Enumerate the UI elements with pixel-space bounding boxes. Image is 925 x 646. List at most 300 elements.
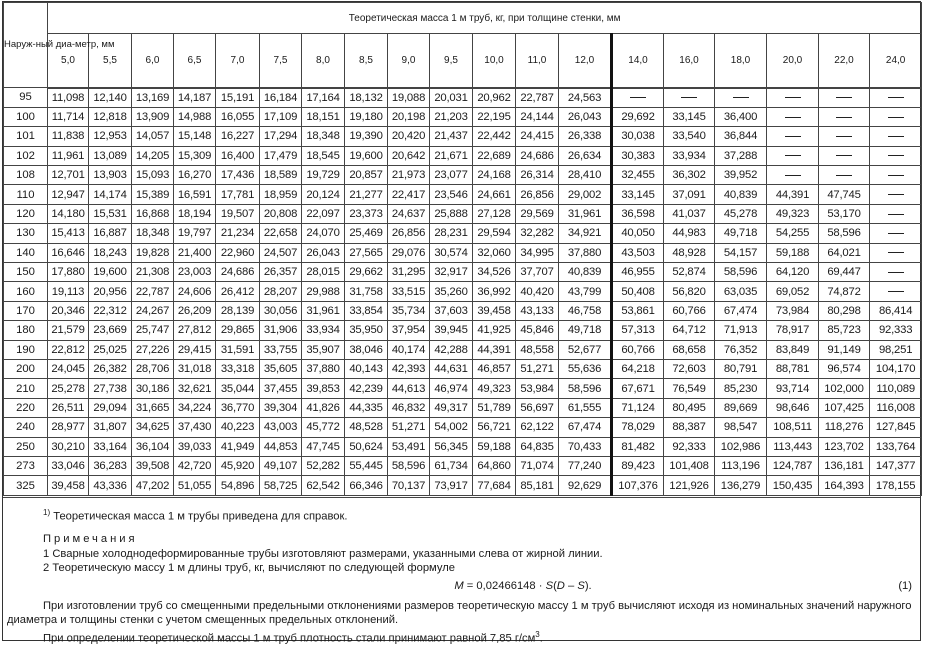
dash-mark bbox=[836, 136, 852, 137]
table-row bbox=[4, 185, 922, 204]
table-row bbox=[4, 224, 922, 243]
mass-value-cell: 20,198 bbox=[388, 107, 430, 126]
mass-value-cell: 26,856 bbox=[516, 185, 559, 204]
mass-value-cell: 24,415 bbox=[516, 127, 559, 146]
mass-value-cell: 12,140 bbox=[89, 88, 132, 108]
mass-value-cell: 16,591 bbox=[174, 185, 216, 204]
note-paragraph-offset-tolerances: При изготовлении труб со смещенными предельными отклонениями размеров теоретическую массу 1 м труб вычисляют исходя из номинальных значений наружного диаметра и толщины стенки с учетом смещенных предельных отклонений. bbox=[7, 599, 912, 627]
mass-value-cell: 71,124 bbox=[612, 398, 664, 417]
mass-value-cell: 28,139 bbox=[216, 301, 260, 320]
mass-value-cell: 62,122 bbox=[516, 418, 559, 437]
mass-value-cell: 39,952 bbox=[715, 166, 767, 185]
density-text-end: . bbox=[539, 632, 543, 645]
mass-value-cell: 53,170 bbox=[819, 204, 870, 223]
not-available-cell bbox=[870, 107, 922, 126]
mass-value-cell: 14,988 bbox=[174, 107, 216, 126]
mass-value-cell: 45,846 bbox=[516, 321, 559, 340]
footnote-mark: 1) bbox=[43, 508, 51, 517]
mass-value-cell: 27,565 bbox=[345, 243, 388, 262]
mass-value-cell: 32,917 bbox=[430, 263, 473, 282]
mass-value-cell: 55,445 bbox=[345, 456, 388, 475]
mass-value-cell: 33,318 bbox=[216, 359, 260, 378]
mass-value-cell: 29,988 bbox=[302, 282, 345, 301]
mass-value-cell: 37,707 bbox=[516, 263, 559, 282]
density-text: При определении теоретической массы 1 м труб плотность стали принимают равной 7,85 г/см bbox=[43, 632, 536, 645]
mass-value-cell: 63,035 bbox=[715, 282, 767, 301]
mass-value-cell: 29,076 bbox=[388, 243, 430, 262]
mass-value-cell: 15,093 bbox=[132, 166, 174, 185]
mass-value-cell: 26,338 bbox=[559, 127, 612, 146]
mass-value-cell: 22,689 bbox=[473, 146, 516, 165]
mass-value-cell: 21,234 bbox=[216, 224, 260, 243]
thickness-header-cell: 12,0 bbox=[559, 34, 612, 88]
mass-value-cell: 31,591 bbox=[216, 340, 260, 359]
mass-value-cell: 13,169 bbox=[132, 88, 174, 108]
mass-value-cell: 23,546 bbox=[430, 185, 473, 204]
thickness-header-cell: 5,5 bbox=[89, 34, 132, 88]
mass-value-cell: 17,880 bbox=[48, 263, 89, 282]
mass-value-cell: 26,511 bbox=[48, 398, 89, 417]
mass-value-cell: 19,729 bbox=[302, 166, 345, 185]
note-1: 1 Сварные холоднодеформированные трубы изготовляют размерами, указанными слева от жирной линии. bbox=[43, 547, 603, 560]
mass-value-cell: 32,282 bbox=[516, 224, 559, 243]
mass-value-cell: 33,934 bbox=[664, 146, 715, 165]
mass-value-cell: 64,712 bbox=[664, 321, 715, 340]
mass-value-cell: 28,207 bbox=[260, 282, 302, 301]
mass-value-cell: 44,613 bbox=[388, 379, 430, 398]
mass-value-cell: 44,391 bbox=[767, 185, 819, 204]
mass-value-cell: 22,417 bbox=[388, 185, 430, 204]
thickness-header-cell: 22,0 bbox=[819, 34, 870, 88]
mass-value-cell: 26,043 bbox=[302, 243, 345, 262]
formula: M = 0,02466148 · S(D – S). bbox=[454, 579, 592, 592]
outer-diameter-cell: 120 bbox=[4, 204, 48, 223]
notes-section bbox=[3, 497, 920, 646]
mass-value-cell: 19,113 bbox=[48, 282, 89, 301]
outer-diameter-cell: 170 bbox=[4, 301, 48, 320]
not-available-cell bbox=[870, 185, 922, 204]
mass-value-cell: 32,455 bbox=[612, 166, 664, 185]
mass-value-cell: 36,770 bbox=[216, 398, 260, 417]
mass-value-cell: 31,906 bbox=[260, 321, 302, 340]
mass-value-cell: 22,195 bbox=[473, 107, 516, 126]
mass-value-cell: 19,600 bbox=[345, 146, 388, 165]
mass-value-cell: 96,574 bbox=[819, 359, 870, 378]
mass-value-cell: 40,143 bbox=[345, 359, 388, 378]
mass-value-cell: 28,231 bbox=[430, 224, 473, 243]
mass-value-cell: 37,091 bbox=[664, 185, 715, 204]
dash-mark bbox=[888, 291, 904, 292]
mass-value-cell: 55,636 bbox=[559, 359, 612, 378]
mass-value-cell: 73,984 bbox=[767, 301, 819, 320]
mass-value-cell: 24,070 bbox=[302, 224, 345, 243]
mass-value-cell: 21,277 bbox=[345, 185, 388, 204]
mass-value-cell: 39,304 bbox=[260, 398, 302, 417]
thickness-header-cell: 6,0 bbox=[132, 34, 174, 88]
mass-value-cell: 61,555 bbox=[559, 398, 612, 417]
mass-value-cell: 46,974 bbox=[430, 379, 473, 398]
mass-value-cell: 47,745 bbox=[302, 437, 345, 456]
mass-value-cell: 73,917 bbox=[430, 476, 473, 495]
mass-value-cell: 36,992 bbox=[473, 282, 516, 301]
mass-value-cell: 21,671 bbox=[430, 146, 473, 165]
mass-value-cell: 27,812 bbox=[174, 321, 216, 340]
mass-value-cell: 64,120 bbox=[767, 263, 819, 282]
dash-mark bbox=[888, 233, 904, 234]
mass-value-cell: 42,393 bbox=[388, 359, 430, 378]
mass-value-cell: 14,057 bbox=[132, 127, 174, 146]
mass-value-cell: 36,844 bbox=[715, 127, 767, 146]
mass-value-cell: 70,137 bbox=[388, 476, 430, 495]
outer-diameter-cell: 180 bbox=[4, 321, 48, 340]
mass-value-cell: 45,772 bbox=[302, 418, 345, 437]
mass-value-cell: 47,202 bbox=[132, 476, 174, 495]
mass-value-cell: 29,865 bbox=[216, 321, 260, 340]
mass-value-cell: 46,857 bbox=[473, 359, 516, 378]
mass-value-cell: 80,495 bbox=[664, 398, 715, 417]
not-available-cell bbox=[664, 88, 715, 108]
mass-value-cell: 22,787 bbox=[516, 88, 559, 108]
mass-value-cell: 36,302 bbox=[664, 166, 715, 185]
table-row bbox=[4, 476, 922, 495]
mass-value-cell: 31,961 bbox=[302, 301, 345, 320]
mass-value-cell: 52,282 bbox=[302, 456, 345, 475]
mass-value-cell: 102,000 bbox=[819, 379, 870, 398]
not-available-cell bbox=[870, 224, 922, 243]
outer-diameter-cell: 220 bbox=[4, 398, 48, 417]
table-row bbox=[4, 127, 922, 146]
mass-value-cell: 26,209 bbox=[174, 301, 216, 320]
mass-value-cell: 35,734 bbox=[388, 301, 430, 320]
mass-value-cell: 40,839 bbox=[559, 263, 612, 282]
mass-value-cell: 22,658 bbox=[260, 224, 302, 243]
outer-diameter-cell: 140 bbox=[4, 243, 48, 262]
mass-value-cell: 92,333 bbox=[664, 437, 715, 456]
mass-value-cell: 29,594 bbox=[473, 224, 516, 243]
dash-mark bbox=[888, 117, 904, 118]
mass-value-cell: 20,956 bbox=[89, 282, 132, 301]
mass-value-cell: 44,391 bbox=[473, 340, 516, 359]
mass-value-cell: 49,317 bbox=[430, 398, 473, 417]
footnote bbox=[43, 506, 920, 524]
mass-value-cell: 92,333 bbox=[870, 321, 922, 340]
mass-value-cell: 15,148 bbox=[174, 127, 216, 146]
mass-value-cell: 26,357 bbox=[260, 263, 302, 282]
thickness-header-row bbox=[4, 34, 922, 88]
dash-mark bbox=[836, 97, 852, 98]
mass-value-cell: 11,961 bbox=[48, 146, 89, 165]
mass-value-cell: 20,642 bbox=[388, 146, 430, 165]
mass-value-cell: 19,828 bbox=[132, 243, 174, 262]
mass-value-cell: 68,658 bbox=[664, 340, 715, 359]
mass-value-cell: 91,149 bbox=[819, 340, 870, 359]
mass-title-header: Теоретическая масса 1 м труб, кг, при толщине стенки, мм bbox=[48, 3, 922, 34]
mass-value-cell: 133,764 bbox=[870, 437, 922, 456]
mass-value-cell: 26,314 bbox=[516, 166, 559, 185]
mass-value-cell: 46,758 bbox=[559, 301, 612, 320]
mass-value-cell: 28,410 bbox=[559, 166, 612, 185]
mass-value-cell: 60,766 bbox=[664, 301, 715, 320]
mass-value-cell: 98,646 bbox=[767, 398, 819, 417]
mass-value-cell: 34,921 bbox=[559, 224, 612, 243]
note-paragraph-steel-density bbox=[43, 628, 920, 646]
mass-value-cell: 92,629 bbox=[559, 476, 612, 495]
not-available-cell bbox=[819, 146, 870, 165]
mass-value-cell: 113,443 bbox=[767, 437, 819, 456]
mass-value-cell: 19,797 bbox=[174, 224, 216, 243]
dash-mark bbox=[836, 117, 852, 118]
dash-mark bbox=[785, 136, 801, 137]
mass-value-cell: 78,917 bbox=[767, 321, 819, 340]
mass-value-cell: 43,799 bbox=[559, 282, 612, 301]
mass-value-cell: 41,925 bbox=[473, 321, 516, 340]
mass-value-cell: 36,598 bbox=[612, 204, 664, 223]
mass-value-cell: 70,433 bbox=[559, 437, 612, 456]
mass-value-cell: 26,856 bbox=[388, 224, 430, 243]
mass-value-cell: 24,045 bbox=[48, 359, 89, 378]
mass-value-cell: 27,738 bbox=[89, 379, 132, 398]
not-available-cell bbox=[819, 107, 870, 126]
mass-value-cell: 18,132 bbox=[345, 88, 388, 108]
mass-value-cell: 33,046 bbox=[48, 456, 89, 475]
mass-value-cell: 31,961 bbox=[559, 204, 612, 223]
mass-value-cell: 30,574 bbox=[430, 243, 473, 262]
mass-value-cell: 24,686 bbox=[216, 263, 260, 282]
mass-value-cell: 76,352 bbox=[715, 340, 767, 359]
thickness-header-cell: 9,0 bbox=[388, 34, 430, 88]
mass-value-cell: 118,276 bbox=[819, 418, 870, 437]
mass-value-cell: 34,526 bbox=[473, 263, 516, 282]
mass-value-cell: 147,377 bbox=[870, 456, 922, 475]
mass-value-cell: 50,624 bbox=[345, 437, 388, 456]
outer-diameter-cell: 325 bbox=[4, 476, 48, 495]
mass-value-cell: 46,955 bbox=[612, 263, 664, 282]
mass-value-cell: 64,021 bbox=[819, 243, 870, 262]
mass-value-cell: 40,420 bbox=[516, 282, 559, 301]
mass-value-cell: 25,888 bbox=[430, 204, 473, 223]
mass-value-cell: 47,745 bbox=[819, 185, 870, 204]
mass-value-cell: 20,808 bbox=[260, 204, 302, 223]
mass-value-cell: 40,050 bbox=[612, 224, 664, 243]
table-row bbox=[4, 88, 922, 108]
mass-value-cell: 43,503 bbox=[612, 243, 664, 262]
mass-value-cell: 88,781 bbox=[767, 359, 819, 378]
mass-value-cell: 18,194 bbox=[174, 204, 216, 223]
mass-value-cell: 48,928 bbox=[664, 243, 715, 262]
mass-value-cell: 15,191 bbox=[216, 88, 260, 108]
outer-diameter-cell: 200 bbox=[4, 359, 48, 378]
mass-value-cell: 164,393 bbox=[819, 476, 870, 495]
mass-value-cell: 127,845 bbox=[870, 418, 922, 437]
mass-value-cell: 21,579 bbox=[48, 321, 89, 340]
mass-value-cell: 35,907 bbox=[302, 340, 345, 359]
table-row bbox=[4, 379, 922, 398]
document-page bbox=[2, 1, 921, 645]
outer-diameter-cell: 150 bbox=[4, 263, 48, 282]
mass-value-cell: 41,826 bbox=[302, 398, 345, 417]
mass-value-cell: 31,758 bbox=[345, 282, 388, 301]
mass-value-cell: 40,839 bbox=[715, 185, 767, 204]
table-row bbox=[4, 301, 922, 320]
mass-value-cell: 49,718 bbox=[559, 321, 612, 340]
note-2: 2 Теоретическую массу 1 м длины труб, кг, вычисляют по следующей формуле bbox=[43, 562, 455, 575]
outer-diameter-cell: 210 bbox=[4, 379, 48, 398]
thickness-header-cell: 7,5 bbox=[260, 34, 302, 88]
not-available-cell bbox=[767, 107, 819, 126]
mass-value-cell: 80,791 bbox=[715, 359, 767, 378]
mass-value-cell: 39,458 bbox=[48, 476, 89, 495]
mass-value-cell: 35,950 bbox=[345, 321, 388, 340]
mass-value-cell: 15,309 bbox=[174, 146, 216, 165]
mass-value-cell: 29,662 bbox=[345, 263, 388, 282]
thickness-header-cell: 14,0 bbox=[612, 34, 664, 88]
mass-value-cell: 22,097 bbox=[302, 204, 345, 223]
mass-value-cell: 40,174 bbox=[388, 340, 430, 359]
mass-value-cell: 11,714 bbox=[48, 107, 89, 126]
outer-diameter-cell: 273 bbox=[4, 456, 48, 475]
mass-value-cell: 20,124 bbox=[302, 185, 345, 204]
mass-value-cell: 29,094 bbox=[89, 398, 132, 417]
mass-value-cell: 57,313 bbox=[612, 321, 664, 340]
mass-value-cell: 53,491 bbox=[388, 437, 430, 456]
mass-value-cell: 24,507 bbox=[260, 243, 302, 262]
mass-value-cell: 77,240 bbox=[559, 456, 612, 475]
mass-value-cell: 26,382 bbox=[89, 359, 132, 378]
mass-value-cell: 42,239 bbox=[345, 379, 388, 398]
mass-value-cell: 17,164 bbox=[302, 88, 345, 108]
mass-value-cell: 30,210 bbox=[48, 437, 89, 456]
not-available-cell bbox=[870, 243, 922, 262]
mass-value-cell: 21,437 bbox=[430, 127, 473, 146]
mass-value-cell: 17,436 bbox=[216, 166, 260, 185]
dash-mark bbox=[785, 97, 801, 98]
mass-value-cell: 116,008 bbox=[870, 398, 922, 417]
mass-value-cell: 83,849 bbox=[767, 340, 819, 359]
mass-value-cell: 110,089 bbox=[870, 379, 922, 398]
mass-value-cell: 22,312 bbox=[89, 301, 132, 320]
dash-mark bbox=[785, 175, 801, 176]
mass-value-cell: 45,920 bbox=[216, 456, 260, 475]
mass-value-cell: 33,755 bbox=[260, 340, 302, 359]
dash-mark bbox=[888, 136, 904, 137]
not-available-cell bbox=[870, 146, 922, 165]
thickness-header-cell: 9,5 bbox=[430, 34, 473, 88]
mass-value-cell: 150,435 bbox=[767, 476, 819, 495]
not-available-cell bbox=[819, 127, 870, 146]
table-row bbox=[4, 398, 922, 417]
mass-value-cell: 60,766 bbox=[612, 340, 664, 359]
mass-value-cell: 25,469 bbox=[345, 224, 388, 243]
mass-value-cell: 33,934 bbox=[302, 321, 345, 340]
formula-line bbox=[3, 579, 920, 595]
mass-value-cell: 44,631 bbox=[430, 359, 473, 378]
mass-value-cell: 59,188 bbox=[767, 243, 819, 262]
table-body bbox=[4, 88, 922, 496]
thickness-header-cell: 8,5 bbox=[345, 34, 388, 88]
mass-value-cell: 29,692 bbox=[612, 107, 664, 126]
mass-value-cell: 107,425 bbox=[819, 398, 870, 417]
mass-value-cell: 85,230 bbox=[715, 379, 767, 398]
mass-value-cell: 14,174 bbox=[89, 185, 132, 204]
mass-value-cell: 22,812 bbox=[48, 340, 89, 359]
mass-value-cell: 30,186 bbox=[132, 379, 174, 398]
mass-value-cell: 54,255 bbox=[767, 224, 819, 243]
mass-value-cell: 43,336 bbox=[89, 476, 132, 495]
mass-value-cell: 31,018 bbox=[174, 359, 216, 378]
mass-value-cell: 13,903 bbox=[89, 166, 132, 185]
mass-value-cell: 20,346 bbox=[48, 301, 89, 320]
mass-value-cell: 67,671 bbox=[612, 379, 664, 398]
mass-value-cell: 56,697 bbox=[516, 398, 559, 417]
mass-value-cell: 85,181 bbox=[516, 476, 559, 495]
dash-mark bbox=[888, 272, 904, 273]
mass-value-cell: 16,184 bbox=[260, 88, 302, 108]
mass-value-cell: 19,600 bbox=[89, 263, 132, 282]
not-available-cell bbox=[715, 88, 767, 108]
mass-value-cell: 18,545 bbox=[302, 146, 345, 165]
mass-value-cell: 13,909 bbox=[132, 107, 174, 126]
mass-value-cell: 33,854 bbox=[345, 301, 388, 320]
table-row bbox=[4, 146, 922, 165]
mass-value-cell: 20,962 bbox=[473, 88, 516, 108]
mass-value-cell: 56,721 bbox=[473, 418, 516, 437]
mass-value-cell: 42,720 bbox=[174, 456, 216, 475]
mass-value-cell: 24,637 bbox=[388, 204, 430, 223]
mass-value-cell: 37,603 bbox=[430, 301, 473, 320]
mass-value-cell: 20,031 bbox=[430, 88, 473, 108]
mass-value-cell: 108,511 bbox=[767, 418, 819, 437]
mass-value-cell: 29,415 bbox=[174, 340, 216, 359]
mass-value-cell: 32,060 bbox=[473, 243, 516, 262]
mass-value-cell: 17,294 bbox=[260, 127, 302, 146]
mass-value-cell: 11,838 bbox=[48, 127, 89, 146]
mass-value-cell: 16,646 bbox=[48, 243, 89, 262]
mass-value-cell: 18,243 bbox=[89, 243, 132, 262]
mass-value-cell: 19,088 bbox=[388, 88, 430, 108]
table-row bbox=[4, 204, 922, 223]
mass-value-cell: 19,180 bbox=[345, 107, 388, 126]
mass-value-cell: 39,458 bbox=[473, 301, 516, 320]
pipe-mass-table bbox=[3, 2, 922, 496]
mass-value-cell: 51,271 bbox=[388, 418, 430, 437]
mass-value-cell: 36,104 bbox=[132, 437, 174, 456]
table-row bbox=[4, 340, 922, 359]
mass-value-cell: 136,279 bbox=[715, 476, 767, 495]
mass-value-cell: 18,348 bbox=[302, 127, 345, 146]
mass-value-cell: 61,734 bbox=[430, 456, 473, 475]
mass-value-cell: 18,959 bbox=[260, 185, 302, 204]
mass-value-cell: 49,107 bbox=[260, 456, 302, 475]
mass-value-cell: 86,414 bbox=[870, 301, 922, 320]
mass-value-cell: 58,596 bbox=[559, 379, 612, 398]
mass-value-cell: 33,540 bbox=[664, 127, 715, 146]
mass-value-cell: 28,015 bbox=[302, 263, 345, 282]
dash-mark bbox=[681, 97, 697, 98]
density-unit-exponent: 3 bbox=[535, 629, 540, 639]
outer-diameter-cell: 250 bbox=[4, 437, 48, 456]
thickness-header-cell: 24,0 bbox=[870, 34, 922, 88]
mass-value-cell: 27,128 bbox=[473, 204, 516, 223]
mass-value-cell: 69,052 bbox=[767, 282, 819, 301]
mass-value-cell: 51,789 bbox=[473, 398, 516, 417]
mass-value-cell: 89,669 bbox=[715, 398, 767, 417]
formula-number: (1) bbox=[898, 579, 912, 592]
mass-value-cell: 22,787 bbox=[132, 282, 174, 301]
mass-value-cell: 42,288 bbox=[430, 340, 473, 359]
mass-value-cell: 31,807 bbox=[89, 418, 132, 437]
mass-value-cell: 20,857 bbox=[345, 166, 388, 185]
mass-value-cell: 26,043 bbox=[559, 107, 612, 126]
